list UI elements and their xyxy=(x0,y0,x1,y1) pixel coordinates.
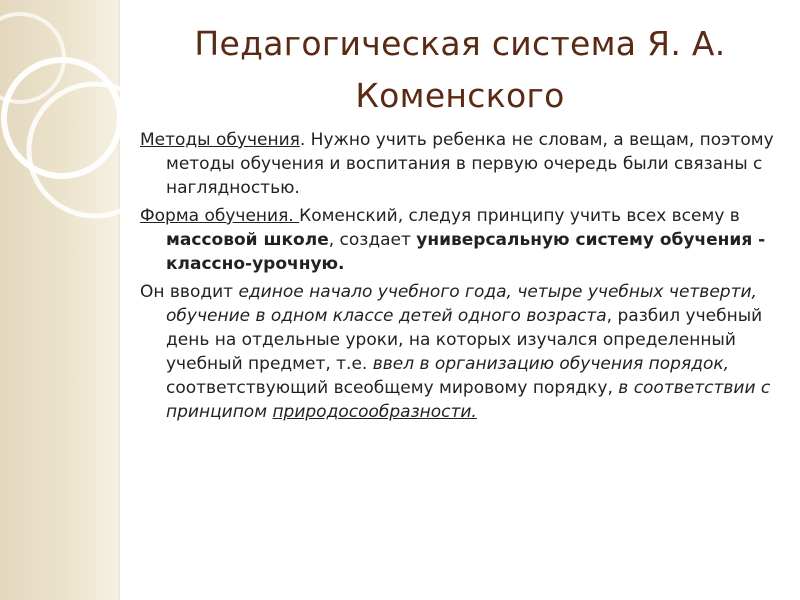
paragraph-introduces xyxy=(140,280,775,424)
form-label: Форма обучения. xyxy=(140,206,300,226)
form-bold-mass-school: массовой школе xyxy=(166,230,329,250)
form-bold-system: универсальную систему обучения - классно-урочную. xyxy=(166,230,766,274)
intro-text-2: , разбил учебный день на отдельные уроки, на которых изучался определенный учебный предмет, т.е. xyxy=(166,306,763,374)
intro-text-1: Он вводит xyxy=(140,282,239,302)
paragraph-form xyxy=(140,204,775,276)
intro-italic-2: ввел в организацию обучения порядок, xyxy=(372,354,730,374)
form-text-2: , создает xyxy=(328,230,417,250)
paragraph-methods xyxy=(140,128,775,200)
slide-body xyxy=(140,128,775,428)
intro-text-3: соответствующий всеобщему мировому порядку, xyxy=(166,378,619,398)
methods-label: Методы обучения xyxy=(140,130,300,150)
intro-italic-underline: природосообразности. xyxy=(272,402,477,422)
methods-text: . Нужно учить ребенка не словам, а вещам, поэтому методы обучения и воспитания в первую очередь были связаны с наглядностью. xyxy=(166,130,774,198)
intro-italic-1: единое начало учебного года, четыре учебных четверти, обучение в одном классе детей одного возраста xyxy=(166,282,757,326)
intro-italic-3: в соответствии с принципом xyxy=(166,378,771,422)
form-text-1: Коменский, следуя принципу учить всех всему в xyxy=(299,206,740,226)
slide-title: Педагогическая система Я. А. Коменского xyxy=(194,24,726,115)
